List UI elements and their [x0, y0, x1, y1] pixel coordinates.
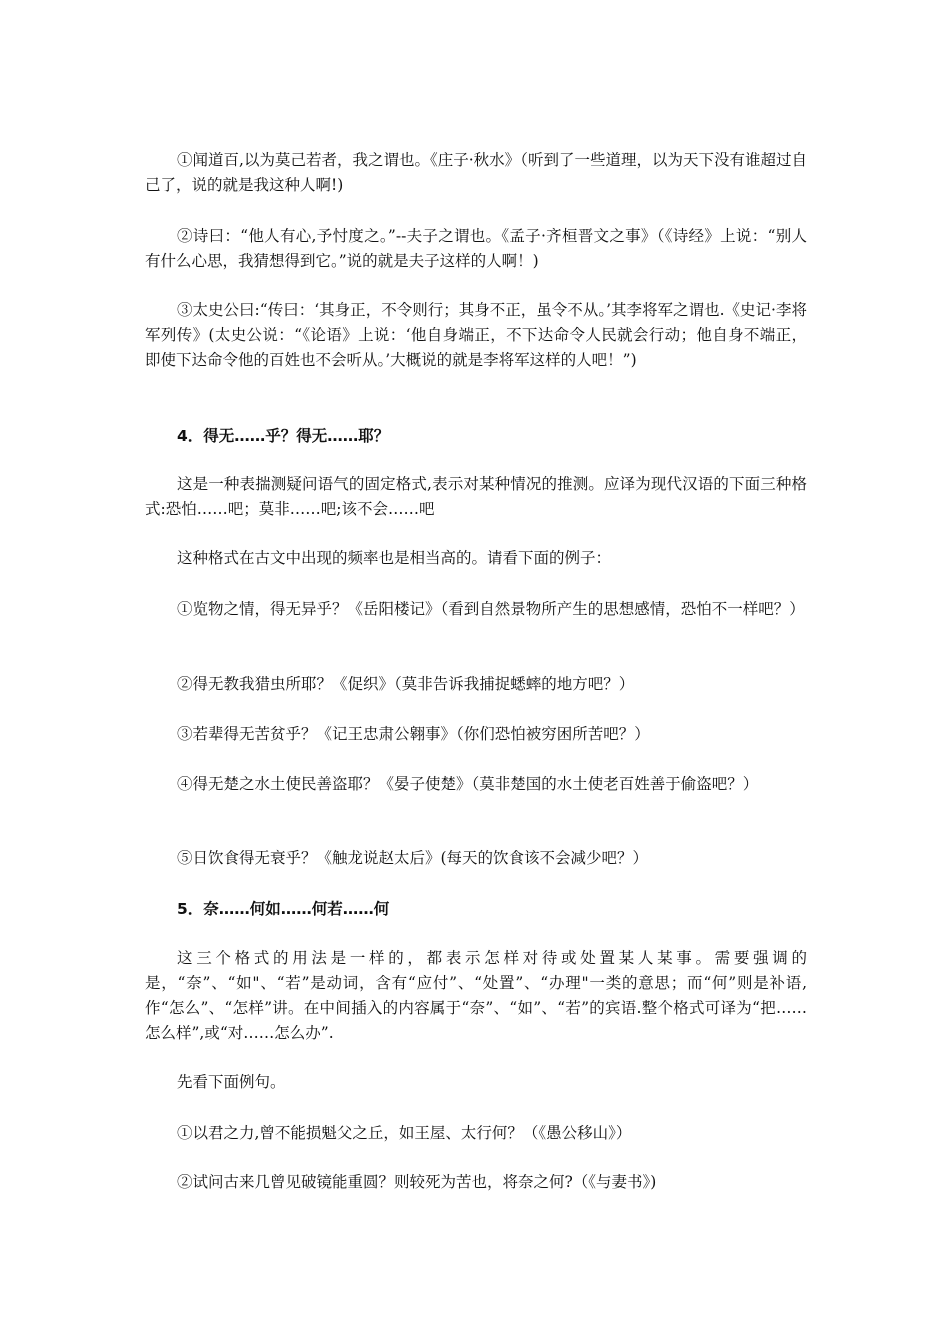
paragraph-section4-intro: 这是一种表揣测疑问语气的固定格式,表示对某种情况的推测。应译为现代汉语的下面三种格式:恐怕……吧；莫非……吧;该不会……吧 — [145, 475, 807, 518]
paragraph-section5-example-1: ①以君之力,曾不能损魁父之丘，如王屋、太行何？（《愚公移山》） — [177, 1124, 632, 1142]
paragraph-section4-example-3: ③若辈得无苦贫乎？《记王忠肃公翱事》（你们恐怕被穷困所苦吧？） — [177, 725, 650, 743]
paragraph-section5-intro: 这三个格式的用法是一样的，都表示怎样对待或处置某人某事。需要强调的是，“奈”、“如"、“若”是动词，含有“应付”、“处置”、“办理"一类的意思；而“何”则是补语,作“怎么”、“怎样”讲。在中间插入的内容属于“奈”、“如”、“若”的宾语.整个格式可译为“把……怎么样”,或“对……怎么办”. — [145, 949, 807, 1042]
paragraph-example-3: ③太史公曰:“传曰：‘其身正，不令则行；其身不正，虽令不从。’其李将军之谓也.《史记·李将军列传》(太史公说：“《论语》上说：‘他自身端正，不下达命令人民就会行动；他自身不端正，即使下达命令他的百姓也不会听从。’大概说的就是李将军这样的人吧！”) — [145, 301, 807, 369]
paragraph-section4-example-2: ②得无教我猎虫所耶？《促织》（莫非告诉我捕捉蟋蟀的地方吧？） — [177, 675, 635, 693]
paragraph-section5-note: 先看下面例句。 — [177, 1073, 286, 1091]
paragraph-section4-example-4: ④得无楚之水土使民善盗耶？《晏子使楚》（莫非楚国的水土使老百姓善于偷盗吧？） — [177, 775, 759, 793]
paragraph-section4-example-1: ①览物之情，得无异乎？《岳阳楼记》（看到自然景物所产生的思想感情，恐怕不一样吧？） — [177, 600, 805, 618]
section-heading-4: 4．得无……乎？得无……耶？ — [177, 427, 390, 445]
paragraph-section5-example-2: ②试问古来几曾见破镜能重圆？则较死为苦也，将奈之何?（《与妻书》) — [177, 1173, 657, 1191]
paragraph-example-1: ①闻道百,以为莫己若者，我之谓也。《庄子·秋水》（听到了一些道理，以为天下没有谁超过自己了，说的就是我这种人啊!) — [145, 151, 807, 194]
paragraph-example-2: ②诗曰：“他人有心,予忖度之。”--夫子之谓也。《孟子·齐桓晋文之事》（《诗经》上说：“别人有什么心思，我猜想得到它。”说的就是夫子这样的人啊！) — [145, 227, 807, 270]
paragraph-section4-note: 这种格式在古文中出现的频率也是相当高的。请看下面的例子： — [177, 549, 612, 567]
paragraph-section4-example-5: ⑤日饮食得无衰乎？《触龙说赵太后》(每天的饮食该不会减少吧？） — [177, 849, 649, 867]
section-heading-5: 5．奈……何如……何若……何 — [177, 900, 390, 918]
